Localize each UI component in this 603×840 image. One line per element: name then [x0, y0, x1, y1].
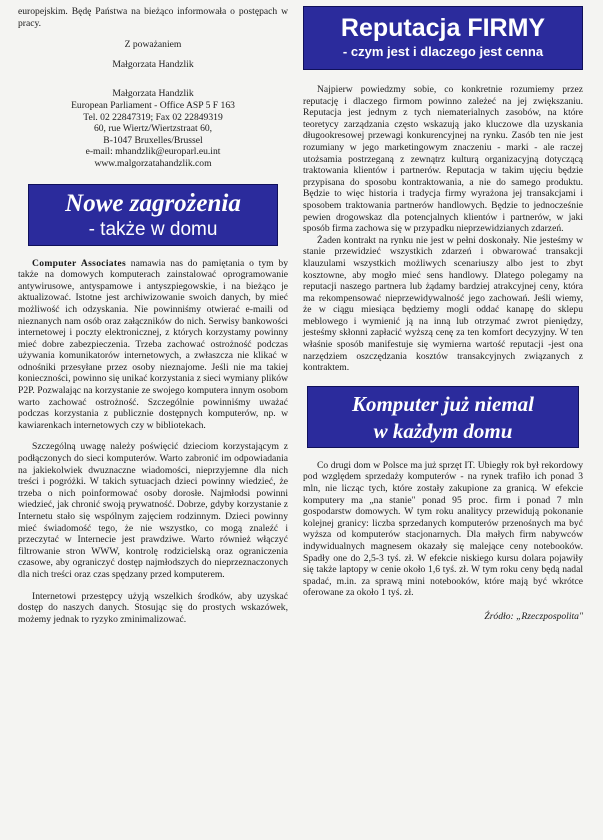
address-email[interactable]: e-mail: mhandzlik@europarl.eu.int: [85, 146, 221, 158]
article-title-line: Komputer już niemal: [351, 391, 535, 416]
letter-closing-paragraph: europejskim. Będę Państwa na bieżąco informowała o postępach w pracy.: [18, 6, 288, 29]
signature: Małgorzata Handzlik: [112, 58, 194, 70]
article-title: Reputacja FIRMY: [340, 14, 546, 42]
article-paragraph: Szczególną uwagę należy poświęcić dzieciom korzystającym z podłączonych do sieci komputerów. Warto zabronić im odpowiadania na jakiekolwiek dwuznaczne wiadomości, nieprzyjemne dla nich treści i pogróżki. W takich sytuacjach dzieci powinny wiedzieć, że trzeba o nich poinformować osoby dorosłe. Najmłodsi powinni wiedzieć, jak chronić swoją prywatność. Dobrze, gdyby korzystanie z Internetu stało się wspólnym zajęciem rodzinnym. Dzieci powinny mieć świadomość tego, że nie wszystko, co mogą znaleźć i przeczytać w Internecie jest prawdziwe. Warto również włączyć filtrowanie stron WWW, kontrolę rodzicielską oraz ograniczenia czasowe, aby ograniczyć dostęp najmłodszych do nieprzeznaczonych dla nich treści oraz czas spędzany przed komputerem.: [18, 441, 288, 580]
right-column: [303, 0, 583, 623]
article-subtitle: - czym jest i dlaczego jest cenna: [342, 44, 544, 59]
company-name: Computer Associates: [32, 257, 126, 269]
source-attribution: Źródło: „Rzeczpospolita": [484, 610, 583, 622]
address-line: European Parliament - Office ASP 5 F 163: [71, 99, 235, 111]
paragraph-text: namawia nas do pamiętania o tym by także na domowych komputerach zainstalować oprogramowanie antywirusowe, antyspamowe i antyszpiegowskie, i na bieżąco je aktualizować. Istotne jest archiwizowanie swoich danych, by mieć możliwość ich odzyskania. Nie powinniśmy otwierać e-maili od nieznanych nam osób oraz załączników do nich. Serwisy bankowości internetowej i poczty elektronicznej, z których korzystamy powinny mieć dobre zabezpieczenia. Trzeba zachować ostrożność podczas używania komunikatorów internetowych, a zwłaszcza nie klikać w odnośniki przesyłane przez osoby nieznajome. Jeśli nie ma takiej konieczności, powinno się unikać korzystania z sieci wymiany plików P2P. Pozwalając na korzystanie ze swojego komputera innym osobom warto zachować ostrożność. Szczególnie powinniśmy uważać podczas korzystania z publicznie dostępnych komputerów, np. w kawiarenkach internetowych czy w bibliotekach.: [18, 257, 289, 431]
address-line: B-1047 Bruxelles/Brussel: [103, 134, 203, 146]
left-column: [18, 0, 288, 625]
address-line: 60, rue Wiertz/Wiertzstraat 60,: [93, 123, 213, 135]
article-paragraph: Żaden kontrakt na rynku nie jest w pełni doskonały. Nie jesteśmy w stanie przewidzieć wszystkich zdarzeń i obwarować transakcji klauzulami wszystkich możliwych scenariuszy albo jest to zbyt kosztowne, aby mogło mieć sens handlowy. Dlatego polegamy na reputacji naszego partnera lub żądamy bardziej atrakcyjnej ceny, która ma rekompensować nieprzewidywalność jego zachowań. Jeśli wiemy, że w ciągu miesiąca będziemy mogli oddać kanapę do sklepu meblowego i wymienić ją na inną lub otrzymać zwrot pieniędzy, jesteśmy skłonni zapłacić wyższą cenę za ten komfort decyzyjny. W ten właśnie sposób manifestuje się wymierna wartość reputacji -jest ona narzędziem oszczędzania kosztów transakcyjnych związanych z kontraktem.: [303, 234, 583, 374]
article-subtitle: - także w domu: [88, 218, 218, 240]
article-header-nowe-zagrozenia: [28, 184, 278, 246]
address-line: Małgorzata Handzlik: [112, 88, 194, 100]
article-paragraph: Co drugi dom w Polsce ma już sprzęt IT. Ubiegły rok był rekordowy pod względem sprzedaży komputerów - na rynek trafiło ich ponad 3 mln, nie licząc tych, które zostały zakupione za granicą. W efekcie komputery ma „na stanie" ponad 95 proc. firm i ponad 7 mln gospodarstw domowych. W tym roku analitycy przewidują pokonanie kolejnej granicy: liczba sprzedanych komputerów przenośnych ma być wyższa od komputerów stacjonarnych. Dla małych firm nabywców indywidualnych magnesem okazały się malejące ceny notebooków. Spadły one do 2,5-3 tyś. zł. W efekcie niskiego kursu dolara pojawiły się także laptopy w cenie około 1,6 tyś. zł. W tym roku ceny będą nadal spadać, m.in. za sprawą mini notebooków, które mają być wkrótce oferowane za około 1 tyś. zł.: [303, 459, 583, 599]
article-header-komputer: [307, 386, 579, 448]
salutation: Z poważaniem: [124, 39, 182, 51]
address-website[interactable]: www.malgorzatahandzlik.com: [94, 157, 212, 169]
address-line: Tel. 02 22847319; Fax 02 22849319: [83, 111, 223, 123]
article-paragraph: Najpierw powiedzmy sobie, co konkretnie rozumiemy przez reputację i dlaczego firmom powinno zależeć na jej zwiększaniu. Reputacja jest jednym z tych niematerialnych zasobów, na które teoretycy zarządzania często wskazują jako kluczowe dla uzyskania długookresowej przewagi konkurencyjnej na rynku. Zasób ten nie jest rozumiany w jego marketingowym znaczeniu - marki - ale raczej utożsamia postrzeganą z zewnątrz kulturą organizacyjną dotyczącą traktowania klientów i partnerów. Reputacja w takim ujęciu będzie przypisana do sposobu kontraktowania, a nie do samego produktu. Będzie to więc historia i tradycja firmy wyrażona jej transakcjami i sposobem traktowania partnerów handlowych. Będzie to jednocześnie pewien drogowskaz dla potencjalnych klientów i partnerów, w jaki sposób firma zachowa się w przypadku nieprzewidzianych zdarzeń.: [303, 84, 583, 235]
article-header-reputacja: [303, 6, 583, 70]
article-paragraph: Internetowi przestępcy użyją wszelkich środków, aby uzyskać dostęp do naszych danych. Stosując się do prostych wskazówek, możemy jednak to ryzyko zminimalizować.: [18, 590, 288, 625]
article-title-line: w każdym domu: [373, 418, 513, 443]
article-title: Nowe zagrożenia: [65, 189, 241, 217]
address-block: [18, 88, 288, 169]
article-paragraph: [18, 258, 288, 432]
